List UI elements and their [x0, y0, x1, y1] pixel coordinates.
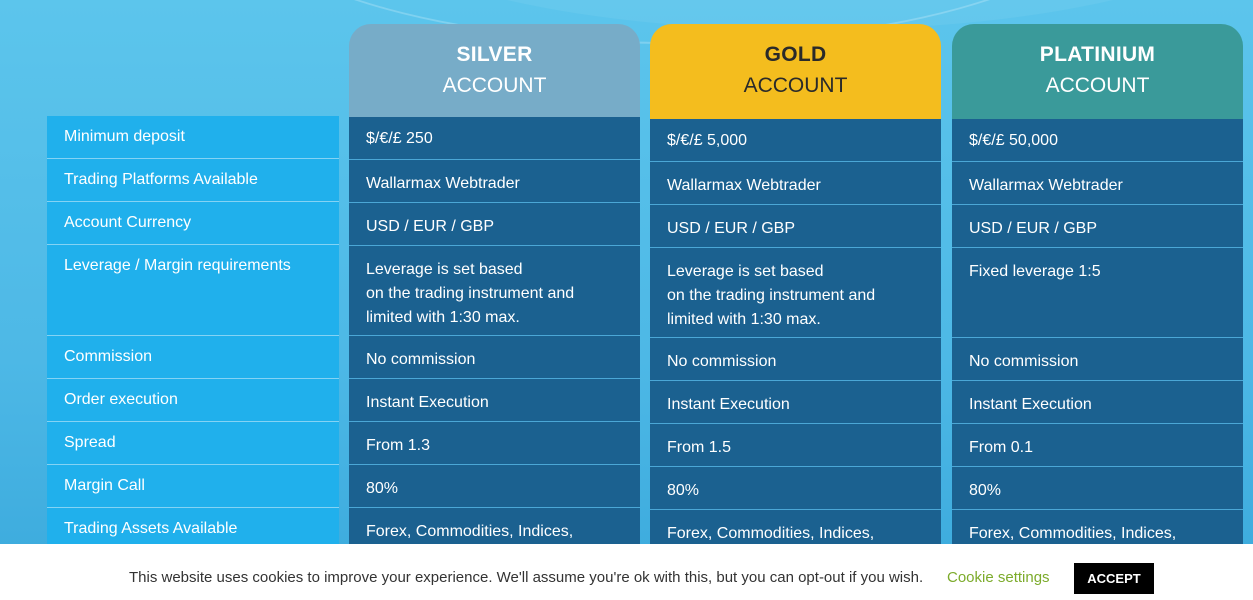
cookie-consent-bar [0, 544, 1253, 600]
cell-trading-assets: Forex, Commodities, Indices, [650, 510, 941, 570]
cell-trading-platforms: Wallarmax Webtrader [349, 160, 640, 203]
cell-leverage: Leverage is set based on the trading instrument and limited with 1:30 max. [650, 248, 941, 338]
plan-header [650, 24, 941, 119]
cell-trading-assets: Forex, Commodities, Indices, [952, 510, 1243, 570]
cell-order-execution: Instant Execution [349, 379, 640, 422]
features-label-column [47, 116, 339, 600]
plan-header [349, 24, 640, 117]
cell-commission: No commission [349, 336, 640, 379]
label-row [47, 422, 339, 465]
label-margin-call: Margin Call [64, 477, 145, 494]
platinium-account-column [952, 24, 1243, 600]
cell-minimum-deposit: $/€/£ 50,000 [952, 119, 1243, 162]
plan-subtitle: ACCOUNT [1045, 74, 1150, 97]
label-row [47, 245, 339, 336]
cell-margin-call: 80% [650, 467, 941, 510]
cell-order-execution: Instant Execution [650, 381, 941, 424]
cell-commission: No commission [952, 338, 1243, 381]
plan-body [650, 119, 941, 600]
plan-name: PLATINIUM [1039, 43, 1156, 66]
label-trading-platforms: Trading Platforms Available [64, 171, 258, 188]
cell-commission: No commission [650, 338, 941, 381]
label-minimum-deposit: Minimum deposit [64, 128, 185, 145]
cell-minimum-deposit: $/€/£ 5,000 [650, 119, 941, 162]
cell-trading-assets: Forex, Commodities, Indices, [349, 508, 640, 568]
cookie-message: This website uses cookies to improve your experience. We'll assume you're ok with this, but you can opt-out if you wish. [129, 569, 924, 586]
label-trading-assets: Trading Assets Available [64, 520, 238, 537]
label-spread: Spread [64, 434, 116, 451]
silver-account-column [349, 24, 640, 600]
cell-spread: From 1.5 [650, 424, 941, 467]
cell-margin-call: 80% [349, 465, 640, 508]
cookie-settings-link[interactable]: Cookie settings [947, 569, 1050, 586]
cell-leverage: Fixed leverage 1:5 [952, 248, 1243, 338]
label-order-execution: Order execution [64, 391, 178, 408]
cell-trading-platforms: Wallarmax Webtrader [952, 162, 1243, 205]
plan-body [952, 119, 1243, 600]
plan-name: GOLD [764, 43, 827, 66]
label-account-currency: Account Currency [64, 214, 192, 231]
label-row [47, 379, 339, 422]
cell-trading-platforms: Wallarmax Webtrader [650, 162, 941, 205]
plan-name: SILVER [456, 43, 533, 66]
label-row [47, 116, 339, 159]
label-commission: Commission [64, 348, 153, 365]
gold-account-column [650, 24, 941, 600]
accept-button[interactable]: ACCEPT [1074, 563, 1154, 594]
cell-account-currency: USD / EUR / GBP [952, 205, 1243, 248]
plan-subtitle: ACCOUNT [743, 74, 848, 97]
plan-subtitle: ACCOUNT [442, 74, 547, 97]
label-leverage: Leverage / Margin requirements [64, 257, 291, 274]
plan-body [349, 117, 640, 600]
label-row [47, 336, 339, 379]
cell-minimum-deposit: $/€/£ 250 [349, 117, 640, 160]
label-row [47, 202, 339, 245]
cell-leverage: Leverage is set based on the trading instrument and limited with 1:30 max. [349, 246, 640, 336]
cell-spread: From 0.1 [952, 424, 1243, 467]
cell-spread: From 1.3 [349, 422, 640, 465]
cell-account-currency: USD / EUR / GBP [349, 203, 640, 246]
plan-header [952, 24, 1243, 119]
label-row [47, 159, 339, 202]
label-row [47, 465, 339, 508]
cell-account-currency: USD / EUR / GBP [650, 205, 941, 248]
cell-order-execution: Instant Execution [952, 381, 1243, 424]
cell-margin-call: 80% [952, 467, 1243, 510]
